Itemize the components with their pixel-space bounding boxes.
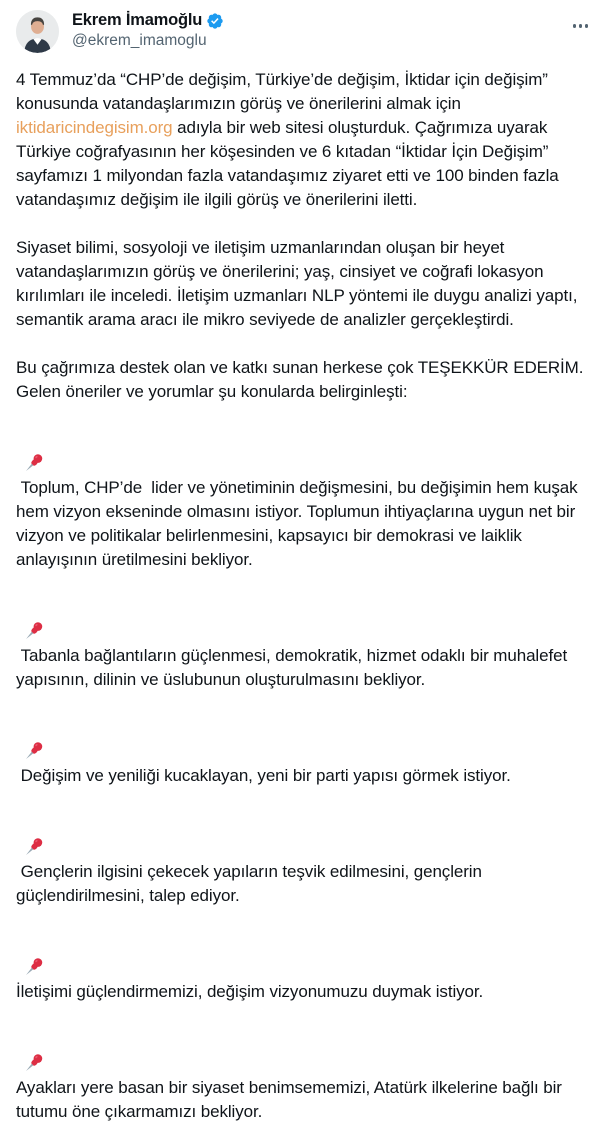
tweet-text: Toplum, CHP’de lider ve yönetiminin değişmesini, bu değişimin hem kuşak hem vizyon ekseninde olmasını istiyor. Toplumun ihtiyaçlarına uygun net bir vizyon ve politikalar belirlenmesini, kapsayıcı bir demokrasi ve laiklik anlayışının üretilmesini bekliyor.: [16, 478, 583, 569]
name-row: [72, 11, 224, 30]
tweet-pin-item: [16, 716, 592, 788]
tweet-paragraph: [16, 356, 592, 404]
tweet-pin-item: [16, 932, 592, 1004]
tweet-text: Siyaset bilimi, sosyoloji ve iletişim uzmanlarından oluşan bir heyet vatandaşlarımızın görüş ve önerilerini; yaş, cinsiyet ve coğrafi lokasyon kırılımları ile inceledi. İletişim uzmanları NLP yöntemi ile duygu analizi yaptı, semantik arama aracı ile mikro seviyede de analizler gerçekleştirdi.: [16, 238, 582, 329]
user-info: [72, 10, 224, 50]
tweet-pin-item: [16, 596, 592, 692]
avatar[interactable]: [16, 10, 59, 53]
display-name[interactable]: Ekrem İmamoğlu: [72, 11, 203, 29]
tweet-text: Bu çağrımıza destek olan ve katkı sunan herkese çok TEŞEKKÜR EDERİM. Gelen öneriler ve yorumlar şu konularda belirginleşti:: [16, 358, 588, 401]
tweet-text: adıyla bir web sitesi oluşturduk. Çağrımıza uyarak Türkiye coğrafyasının her köşesinden ve 6 kıtadan “İktidar İçin Değişim” sayfamızı 1 milyondan fazla vatandaşımız ziyaret etti ve 100 binden fazla vatandaşımız değişim ile ilgili görüş ve önerilerini iletti.: [16, 118, 564, 209]
user-handle[interactable]: @ekrem_imamoglu: [72, 32, 207, 49]
verified-badge-icon: [206, 12, 224, 30]
tweet-text: İletişimi güçlendirmemizi, değişim vizyonumuzu duymak istiyor.: [16, 982, 484, 1001]
tweet-text: Gençlerin ilgisini çekecek yapıların teşvik edilmesini, gençlerin güçlendirilmesini, talep ediyor.: [16, 862, 487, 905]
pushpin-icon: [25, 453, 44, 472]
tweet-pin-item: [16, 1028, 592, 1124]
tweet-paragraph: [16, 68, 592, 212]
tweet-body: [16, 68, 592, 1124]
tweet-text: Tabanla bağlantıların güçlenmesi, demokratik, hizmet odaklı bir muhalefet yapısının, dilinin ve üslubunun oluşturulmasını bekliyor.: [16, 646, 572, 689]
tweet-header: [16, 10, 592, 53]
tweet-text: Değişim ve yeniliği kucaklayan, yeni bir parti yapısı görmek istiyor.: [16, 766, 511, 785]
tweet-link[interactable]: iktidaricindegisim.org: [16, 118, 173, 137]
pushpin-icon: [25, 621, 44, 640]
tweet-paragraph: [16, 236, 592, 332]
pushpin-icon: [25, 957, 44, 976]
pushpin-icon: [25, 1053, 44, 1072]
more-horizontal-icon: [573, 24, 577, 28]
tweet-pin-item: [16, 428, 592, 572]
pushpin-icon: [25, 837, 44, 856]
tweet-text: 4 Temmuz’da “CHP’de değişim, Türkiye’de değişim, İktidar için değişim” konusunda vatandaşlarımızın görüş ve önerilerini almak için: [16, 70, 553, 113]
tweet-text: Ayakları yere basan bir siyaset benimsememizi, Atatürk ilkelerine bağlı bir tutumu öne çıkarmamızı bekliyor.: [16, 1078, 567, 1121]
more-button[interactable]: [571, 18, 591, 34]
tweet-pin-item: [16, 812, 592, 908]
pushpin-icon: [25, 741, 44, 760]
